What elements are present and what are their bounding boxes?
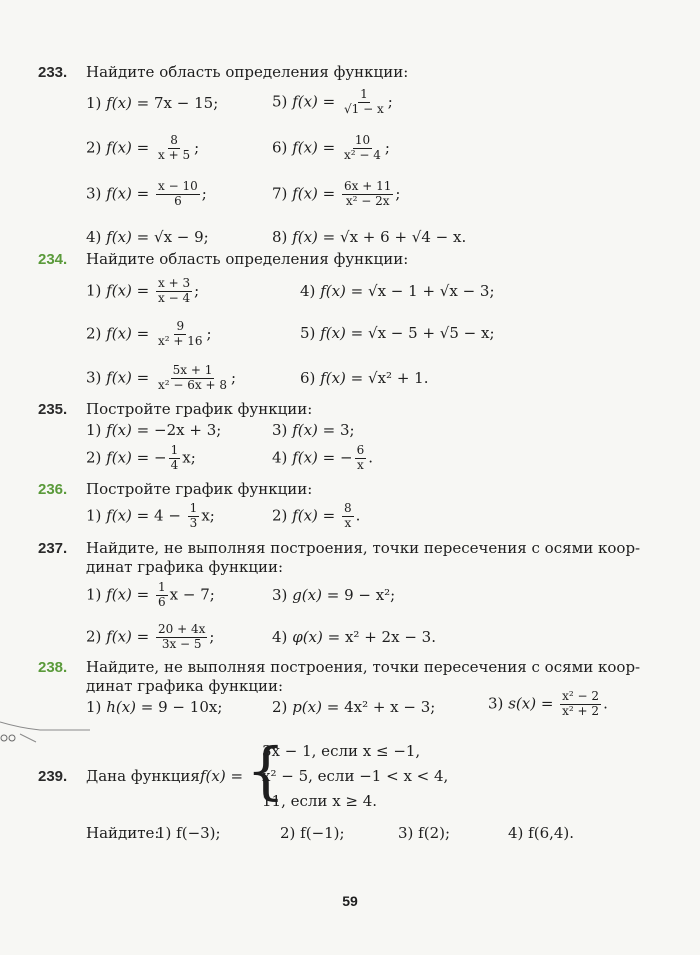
find-item-2: 2) f(−1); bbox=[280, 824, 345, 842]
piecewise-case-3: 11, если x ≥ 4. bbox=[262, 792, 378, 810]
p233-item-6: 6) f(x) = $\frac{10}{\text{x² − 4}}$ ; bbox=[272, 133, 390, 162]
problem-238-prompt-line1: Найдите, не выполняя построения, точки пересечения с осями коор- bbox=[86, 658, 641, 676]
problem-234-prompt: Найдите область определения функции: bbox=[86, 250, 409, 268]
p236-item-2: 2) f(x) = $\frac{8}{x}$ . bbox=[272, 501, 361, 530]
margin-ornament-icon bbox=[0, 718, 90, 748]
p233-item-5: 5) f(x) = $\frac{1}{√1 - x}$ ; bbox=[272, 87, 393, 116]
p237-item-2: 2) f(x) = $\frac{20 + 4x}{3x - 5}$ ; bbox=[86, 622, 215, 651]
p235-item-3: 3) f(x) = 3; bbox=[272, 421, 355, 439]
find-label: Найдите: bbox=[86, 824, 160, 842]
find-item-4: 4) f(6,4). bbox=[508, 824, 575, 842]
problem-239-prompt: Дана функция bbox=[86, 767, 200, 785]
problem-237-number: 237. bbox=[38, 540, 68, 557]
problem-233-number: 233. bbox=[38, 64, 68, 81]
problem-234-number: 234. bbox=[38, 251, 68, 268]
problem-238-prompt-line2: динат графика функции: bbox=[86, 677, 284, 695]
problem-233-prompt: Найдите область определения функции: bbox=[86, 63, 409, 81]
find-item-3: 3) f(2); bbox=[398, 824, 451, 842]
problem-239-lhs: f(x) = bbox=[200, 767, 244, 785]
piecewise-brace-icon: { bbox=[246, 734, 286, 807]
p233-item-1: 1) f(x) = 7x − 15; bbox=[86, 94, 219, 112]
page-number: 59 bbox=[342, 893, 358, 909]
problem-238-number: 238. bbox=[38, 659, 68, 676]
problem-236-number: 236. bbox=[38, 481, 68, 498]
p238-item-1: 1) h(x) = 9 − 10x; bbox=[86, 698, 223, 716]
p233-item-2: 2) f(x) = $\frac{8}{x + 5}$ ; bbox=[86, 133, 200, 162]
p233-item-3: 3) f(x) = $\frac{x - 10}{6}$ ; bbox=[86, 179, 207, 208]
p235-item-2: 2) f(x) = − $\frac{1}{4}$ x; bbox=[86, 443, 196, 472]
p236-item-1: 1) f(x) = 4 − $\frac{1}{3}$ x; bbox=[86, 501, 215, 530]
p235-item-1: 1) f(x) = −2x + 3; bbox=[86, 421, 222, 439]
p234-item-3: 3) f(x) = $\frac{5x + 1}{\text{x² − 6x + 8}}$ ; bbox=[86, 363, 237, 392]
p234-item-2: 2) f(x) = $\frac{9}{\text{x² + 16}}$ ; bbox=[86, 319, 212, 348]
p233-item-4: 4) f(x) = √x − 9; bbox=[86, 228, 209, 246]
p234-item-6: 6) f(x) = √x² + 1. bbox=[300, 369, 429, 387]
problem-235-number: 235. bbox=[38, 401, 68, 418]
p233-item-8: 8) f(x) = √x + 6 + √4 − x. bbox=[272, 228, 467, 246]
problem-237-prompt-line1: Найдите, не выполняя построения, точки пересечения с осями коор- bbox=[86, 539, 641, 557]
problem-236-prompt: Постройте график функции: bbox=[86, 480, 313, 498]
p237-item-1: 1) f(x) = $\frac{1}{6}$ x − 7; bbox=[86, 580, 215, 609]
piecewise-case-2: x² − 5, если −1 < x < 4, bbox=[262, 767, 449, 785]
p238-item-2: 2) p(x) = 4x² + x − 3; bbox=[272, 698, 436, 716]
problem-239-number: 239. bbox=[38, 768, 68, 785]
p237-item-3: 3) g(x) = 9 − x²; bbox=[272, 586, 396, 604]
p233-item-7: 7) f(x) = $\frac{6x + 11}{\text{x² − 2x}}$ ; bbox=[272, 179, 401, 208]
problem-237-prompt-line2: динат графика функции: bbox=[86, 558, 284, 576]
p237-item-4: 4) φ(x) = x² + 2x − 3. bbox=[272, 628, 436, 646]
p234-item-1: 1) f(x) = $\frac{x + 3}{x - 4}$ ; bbox=[86, 276, 200, 305]
piecewise-case-1: 3x − 1, если x ≤ −1, bbox=[262, 742, 421, 760]
p234-item-4: 4) f(x) = √x − 1 + √x − 3; bbox=[300, 282, 495, 300]
p235-item-4: 4) f(x) = − $\frac{6}{x}$ . bbox=[272, 443, 374, 472]
p238-item-3: 3) s(x) = $\frac{\text{x² − 2}}{\text{x² + 2}}$ . bbox=[488, 689, 608, 718]
p234-item-5: 5) f(x) = √x − 5 + √5 − x; bbox=[300, 324, 495, 342]
find-item-1: 1) f(−3); bbox=[156, 824, 221, 842]
problem-235-prompt: Постройте график функции: bbox=[86, 400, 313, 418]
